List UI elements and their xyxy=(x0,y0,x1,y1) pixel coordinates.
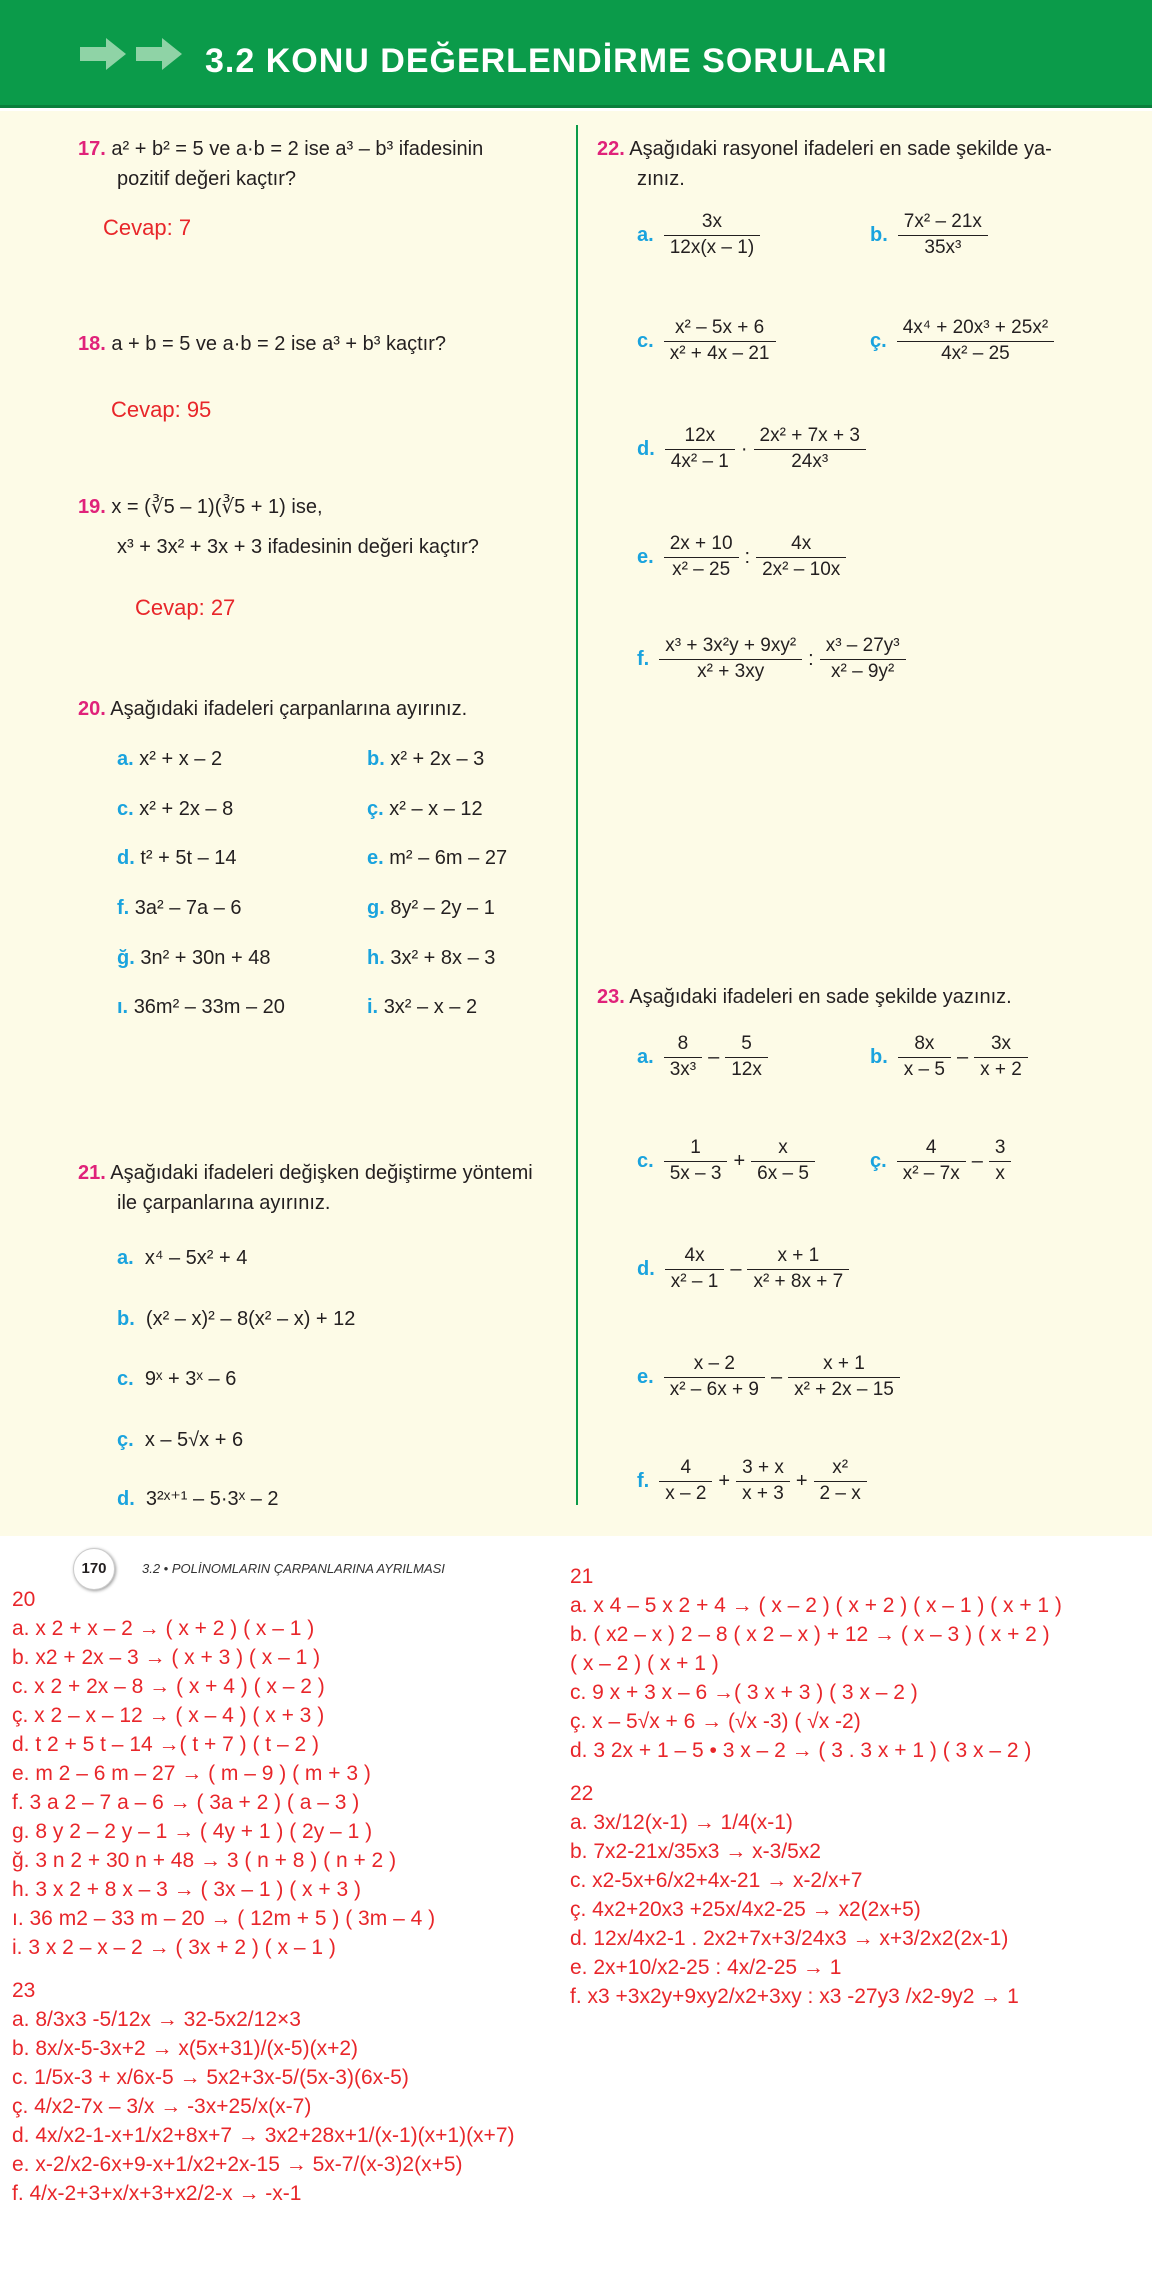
fraction: $\frac{4x}{\text{2x² – 10x}}$ xyxy=(756,532,846,583)
question-text: Aşağıdaki ifadeleri değişken değiştirme yöntemi xyxy=(110,1162,533,1184)
solution-line: ğ. 3 n 2 + 30 n + 48 → 3 ( n + 8 ) ( n + 2 ) xyxy=(12,1849,397,1872)
fraction: $\frac{\text{x³ + 3x²y + 9xy²}}{\text{x² + 3xy}}$ xyxy=(659,634,802,685)
question-number: 21. xyxy=(78,1162,106,1184)
question-number: 19. xyxy=(78,496,106,518)
question-text: x³ + 3x² + 3x + 3 ifadesinin değeri kaçtır? xyxy=(117,536,479,558)
solutions-left xyxy=(12,1585,515,2208)
q20-item: a. x² + x – 2 xyxy=(117,748,223,770)
solution-line: f. 3 a 2 – 7 a – 6 → ( 3a + 2 ) ( a – 3 ) xyxy=(12,1791,360,1814)
fraction: $\frac{\text{7x² – 21x}}{\text{35x³}}$ xyxy=(898,210,988,261)
question-text: Aşağıdaki ifadeleri en sade şekilde yazınız. xyxy=(629,986,1012,1008)
question-number: 23. xyxy=(597,986,625,1008)
solution-line: ( x – 2 ) ( x + 1 ) xyxy=(570,1652,719,1675)
fraction: $\frac{3}{x}$ xyxy=(989,1136,1012,1187)
footer-text: 3.2 • POLİNOMLARIN ÇARPANLARINA AYRILMASI xyxy=(142,1561,445,1576)
q20-item: ı. 36m² – 33m – 20 xyxy=(117,996,285,1018)
solution-line: g. 8 y 2 – 2 y – 1 → ( 4y + 1 ) ( 2y – 1 ) xyxy=(12,1820,373,1843)
question-22 xyxy=(597,138,1052,160)
q23-item-cc: ç. $\frac{4}{\text{x² – 7x}}$ – $\frac{3}{x}$ xyxy=(870,1136,1011,1187)
solution-heading: 22 xyxy=(570,1782,594,1805)
fraction: $\frac{\text{x² – 5x + 6}}{\text{x² + 4x – 21}}$ xyxy=(664,316,776,367)
fraction: $\frac{x - 2}{\text{x² – 6x + 9}}$ xyxy=(664,1352,765,1403)
fraction: $\frac{4x}{\text{x² – 1}}$ xyxy=(665,1244,725,1295)
q22-item-a: a. $\frac{3x}{12x(x - 1)}$ xyxy=(637,210,760,261)
question-text: x = (∛5 – 1)(∛5 + 1) ise, xyxy=(111,496,323,518)
fraction: $\frac{5}{12x}$ xyxy=(725,1032,768,1083)
q23-item-e: e. $\frac{x - 2}{\text{x² – 6x + 9}}$ – $\frac{x + 1}{\text{x² + 2x – 15}}$ xyxy=(637,1352,900,1403)
fraction: $\frac{3 + x}{x + 3}$ xyxy=(736,1456,790,1507)
q20-item: h. 3x² + 8x – 3 xyxy=(367,947,496,969)
q20-item: g. 8y² – 2y – 1 xyxy=(367,897,495,919)
question-20 xyxy=(78,698,467,720)
q20-item: ğ. 3n² + 30n + 48 xyxy=(117,947,271,969)
q21-item: ç. x – 5√x + 6 xyxy=(117,1429,244,1451)
solution-line: c. 1/5x-3 + x/6x-5 → 5x2+3x-5/(5x-3)(6x-5) xyxy=(12,2066,409,2089)
solution-line: d. 4x/x2-1-x+1/x2+8x+7 → 3x2+28x+1/(x-1)(x+1)(x+7) xyxy=(12,2124,515,2147)
solution-line: ç. 4x2+20x3 +25x/4x2-25 → x2(2x+5) xyxy=(570,1898,921,1921)
fraction: $\frac{x}{6x - 5}$ xyxy=(751,1136,815,1187)
question-number: 18. xyxy=(78,333,106,355)
fraction: $\frac{12x}{\text{4x² – 1}}$ xyxy=(665,424,735,475)
solution-line: d. 3 2x + 1 – 5 • 3 x – 2 → ( 3 . 3 x + 1 ) ( 3 x – 2 ) xyxy=(570,1739,1032,1762)
question-23 xyxy=(597,986,1012,1008)
solution-line: b. 7x2-21x/35x3 → x-3/5x2 xyxy=(570,1840,821,1863)
question-text: a + b = 5 ve a·b = 2 ise a³ + b³ kaçtır? xyxy=(111,333,447,355)
question-text: Aşağıdaki rasyonel ifadeleri en sade şekilde ya- xyxy=(629,138,1052,160)
fraction: $\frac{3x}{12x(x - 1)}$ xyxy=(664,210,760,261)
solution-line: d. 12x/4x2-1 . 2x2+7x+3/24x3 → x+3/2x2(2x-1) xyxy=(570,1927,1009,1950)
header-bar xyxy=(0,0,1152,108)
column-divider xyxy=(576,125,578,1505)
q20-item: b. x² + 2x – 3 xyxy=(367,748,485,770)
q23-item-f: f. $\frac{4}{x - 2}$ + $\frac{3 + x}{x + 3}$ + $\frac{\text{x²}}{2 - x}$ xyxy=(637,1456,867,1507)
question-text: ile çarpanlarına ayırınız. xyxy=(117,1192,331,1214)
solution-line: a. 8/3x3 -5/12x → 32-5x2/12×3 xyxy=(12,2008,301,2031)
fraction: $\frac{8x}{x - 5}$ xyxy=(898,1032,951,1083)
solution-line: ç. 4/x2-7x – 3/x → -3x+25/x(x-7) xyxy=(12,2095,312,2118)
question-19 xyxy=(78,496,323,518)
fraction: $\frac{\text{2x² + 7x + 3}}{\text{24x³}}$ xyxy=(754,424,866,475)
solution-line: ç. x 2 – x – 12 → ( x – 4 ) ( x + 3 ) xyxy=(12,1704,325,1727)
q23-item-a: a. $\frac{8}{\text{3x³}}$ – $\frac{5}{12x}$ xyxy=(637,1032,768,1083)
fraction: $\frac{8}{\text{3x³}}$ xyxy=(664,1032,702,1083)
double-arrow-icon xyxy=(78,34,188,74)
q21-item: b. (x² – x)² – 8(x² – x) + 12 xyxy=(117,1308,356,1330)
solution-heading: 20 xyxy=(12,1588,36,1611)
q20-item: i. 3x² – x – 2 xyxy=(367,996,478,1018)
answer-17: Cevap: 7 xyxy=(103,215,192,240)
fraction: $\frac{1}{5x - 3}$ xyxy=(664,1136,728,1187)
solution-line: c. x 2 + 2x – 8 → ( x + 4 ) ( x – 2 ) xyxy=(12,1675,325,1698)
q23-item-b: b. $\frac{8x}{x - 5}$ – $\frac{3x}{x + 2}$ xyxy=(870,1032,1028,1083)
solution-line: a. x 4 – 5 x 2 + 4 → ( x – 2 ) ( x + 2 ) ( x – 1 ) ( x + 1 ) xyxy=(570,1594,1062,1617)
q22-item-f: f. $\frac{\text{x³ + 3x²y + 9xy²}}{\text{x² + 3xy}}$ : $\frac{\text{x³ – 27y³}}{\text{x² – 9y²}}$ xyxy=(637,634,906,685)
q22-item-b: b. $\frac{\text{7x² – 21x}}{\text{35x³}}$ xyxy=(870,210,988,261)
solution-line: a. 3x/12(x-1) → 1/4(x-1) xyxy=(570,1811,793,1834)
solution-line: c. x2-5x+6/x2+4x-21 → x-2/x+7 xyxy=(570,1869,863,1892)
solution-line: b. x2 + 2x – 3 → ( x + 3 ) ( x – 1 ) xyxy=(12,1646,321,1669)
solution-line: ç. x – 5√x + 6 → (√x -3) ( √x -2) xyxy=(570,1710,861,1733)
question-18 xyxy=(78,333,446,355)
solution-line: e. x-2/x2-6x+9-x+1/x2+2x-15 → 5x-7/(x-3)2(x+5) xyxy=(12,2153,463,2176)
q20-item: ç. x² – x – 12 xyxy=(367,798,483,820)
answer-18: Cevap: 95 xyxy=(111,397,212,422)
page-title: 3.2 KONU DEĞERLENDİRME SORULARI xyxy=(205,42,888,80)
question-text: Aşağıdaki ifadeleri çarpanlarına ayırınız. xyxy=(110,698,468,720)
question-number: 22. xyxy=(597,138,625,160)
fraction: $\frac{x + 1}{\text{x² + 8x + 7}}$ xyxy=(747,1244,849,1295)
solution-heading: 21 xyxy=(570,1565,594,1588)
question-number: 20. xyxy=(78,698,106,720)
solution-line: f. x3 +3x2y+9xy2/x2+3xy : x3 -27y3 /x2-9y2 → 1 xyxy=(570,1985,1019,2008)
solution-heading: 23 xyxy=(12,1979,36,2002)
q20-item: c. x² + 2x – 8 xyxy=(117,798,234,820)
solution-line: e. 2x+10/x2-25 : 4x/2-25 → 1 xyxy=(570,1956,842,1979)
answer-19: Cevap: 27 xyxy=(135,595,236,620)
fraction: $\frac{2x + 10}{\text{x² – 25}}$ xyxy=(664,532,739,583)
fraction: $\frac{\text{x³ – 27y³}}{\text{x² – 9y²}}$ xyxy=(820,634,906,685)
q22-item-c: c. $\frac{\text{x² – 5x + 6}}{\text{x² + 4x – 21}}$ xyxy=(637,316,776,367)
page-number: 170 xyxy=(73,1548,115,1590)
fraction: $\frac{4}{\text{x² – 7x}}$ xyxy=(897,1136,966,1187)
q22-item-e: e. $\frac{2x + 10}{\text{x² – 25}}$ : $\frac{4x}{\text{2x² – 10x}}$ xyxy=(637,532,846,583)
solution-line: b. ( x2 – x ) 2 – 8 ( x 2 – x ) + 12 → ( x – 3 ) ( x + 2 ) xyxy=(570,1623,1050,1646)
solution-line: f. 4/x-2+3+x/x+3+x2/2-x → -x-1 xyxy=(12,2182,302,2205)
q20-item: d. t² + 5t – 14 xyxy=(117,847,237,869)
solution-line: h. 3 x 2 + 8 x – 3 → ( 3x – 1 ) ( x + 3 ) xyxy=(12,1878,361,1901)
question-text: a² + b² = 5 ve a·b = 2 ise a³ – b³ ifadesinin xyxy=(111,138,484,160)
fraction: $\frac{4}{x - 2}$ xyxy=(659,1456,712,1507)
question-text: pozitif değeri kaçtır? xyxy=(117,168,296,190)
fraction: $\frac{\text{x²}}{2 - x}$ xyxy=(814,1456,867,1507)
solutions-right xyxy=(570,1562,1062,2011)
solution-line: e. m 2 – 6 m – 27 → ( m – 9 ) ( m + 3 ) xyxy=(12,1762,371,1785)
question-number: 17. xyxy=(78,138,106,160)
q23-item-c: c. $\frac{1}{5x - 3}$ + $\frac{x}{6x - 5}$ xyxy=(637,1136,815,1187)
solution-line: ı. 36 m2 – 33 m – 20 → ( 12m + 5 ) ( 3m – 4 ) xyxy=(12,1907,436,1930)
q20-item: f. 3a² – 7a – 6 xyxy=(117,897,242,919)
q21-item: d. 3²ˣ⁺¹ – 5·3ˣ – 2 xyxy=(117,1488,279,1510)
q21-item: a. x⁴ – 5x² + 4 xyxy=(117,1247,248,1269)
solution-line: c. 9 x + 3 x – 6 →( 3 x + 3 ) ( 3 x – 2 ) xyxy=(570,1681,918,1704)
fraction: $\frac{x + 1}{\text{x² + 2x – 15}}$ xyxy=(788,1352,900,1403)
q23-item-d: d. $\frac{4x}{\text{x² – 1}}$ – $\frac{x + 1}{\text{x² + 8x + 7}}$ xyxy=(637,1244,849,1295)
question-text: zınız. xyxy=(637,168,685,190)
question-21 xyxy=(78,1162,533,1184)
q22-item-cc: ç. $\frac{\text{4x⁴ + 20x³ + 25x²}}{\text{4x² – 25}}$ xyxy=(870,316,1054,367)
fraction: $\frac{3x}{x + 2}$ xyxy=(974,1032,1028,1083)
solution-line: i. 3 x 2 – x – 2 → ( 3x + 2 ) ( x – 1 ) xyxy=(12,1936,336,1959)
q20-item: e. m² – 6m – 27 xyxy=(367,847,508,869)
fraction: $\frac{\text{4x⁴ + 20x³ + 25x²}}{\text{4x² – 25}}$ xyxy=(897,316,1054,367)
q22-item-d: d. $\frac{12x}{\text{4x² – 1}}$ · $\frac{\text{2x² + 7x + 3}}{\text{24x³}}$ xyxy=(637,424,866,475)
question-17 xyxy=(78,138,483,160)
solution-line: b. 8x/x-5-3x+2 → x(5x+31)/(x-5)(x+2) xyxy=(12,2037,359,2060)
solution-line: d. t 2 + 5 t – 14 →( t + 7 ) ( t – 2 ) xyxy=(12,1733,319,1756)
q21-item: c. 9ˣ + 3ˣ – 6 xyxy=(117,1368,237,1390)
solution-line: a. x 2 + x – 2 → ( x + 2 ) ( x – 1 ) xyxy=(12,1617,315,1640)
